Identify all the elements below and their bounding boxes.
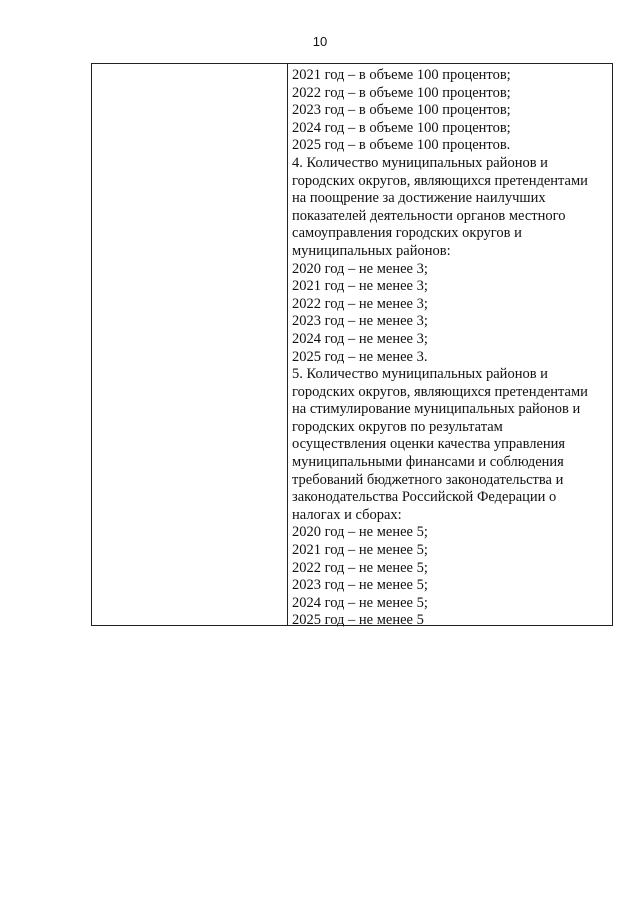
text-line: 5. Количество муниципальных районов и: [292, 366, 548, 383]
text-line: 2023 год – не менее 3;: [292, 313, 428, 330]
text-line: 2022 год – в объеме 100 процентов;: [292, 84, 511, 101]
text-line: 2022 год – не менее 5;: [292, 559, 428, 576]
text-line: городских округов, являющихся претендентами: [292, 383, 588, 400]
text-line: муниципальными финансами и соблюдения: [292, 454, 564, 471]
text-line: 2021 год – не менее 3;: [292, 278, 428, 295]
table-right-cell: [288, 64, 612, 629]
text-line: на стимулирование муниципальных районов и: [292, 401, 581, 418]
text-line: 2022 год – не менее 3;: [292, 295, 428, 312]
page-number: 10: [312, 34, 328, 49]
table-left-cell: [92, 64, 288, 625]
text-line: 4. Количество муниципальных районов и: [292, 154, 548, 171]
text-line: городских округов, являющихся претендентами: [292, 172, 588, 189]
text-line: на поощрение за достижение наилучших: [292, 190, 546, 207]
text-line: самоуправления городских округов и: [292, 225, 522, 242]
text-line: показателей деятельности органов местного: [292, 207, 566, 224]
text-line: 2023 год – не менее 5;: [292, 577, 428, 594]
text-line: 2021 год – не менее 5;: [292, 542, 428, 559]
text-line: 2023 год – в объеме 100 процентов;: [292, 102, 511, 119]
text-line: 2024 год – в объеме 100 процентов;: [292, 119, 511, 136]
text-line: муниципальных районов:: [292, 242, 451, 259]
text-line: законодательства Российской Федерации о: [292, 489, 557, 506]
text-line: требований бюджетного законодательства и: [292, 471, 564, 488]
text-line: налогах и сборах:: [292, 506, 402, 523]
text-line: 2024 год – не менее 3;: [292, 330, 428, 347]
text-line: 2020 год – не менее 5;: [292, 524, 428, 541]
document-table: [91, 63, 613, 629]
text-line: 2024 год – не менее 5;: [292, 594, 428, 611]
text-line: 2025 год – в объеме 100 процентов.: [292, 137, 511, 154]
text-line: 2021 год – в объеме 100 процентов;: [292, 67, 511, 83]
text-line: 2025 год – не менее 3.: [292, 348, 428, 365]
text-line: городских округов по результатам: [292, 418, 503, 435]
text-line: 2025 год – не менее 5: [292, 612, 424, 629]
text-line: осуществления оценки качества управления: [292, 436, 566, 453]
text-line: 2020 год – не менее 3;: [292, 260, 428, 277]
